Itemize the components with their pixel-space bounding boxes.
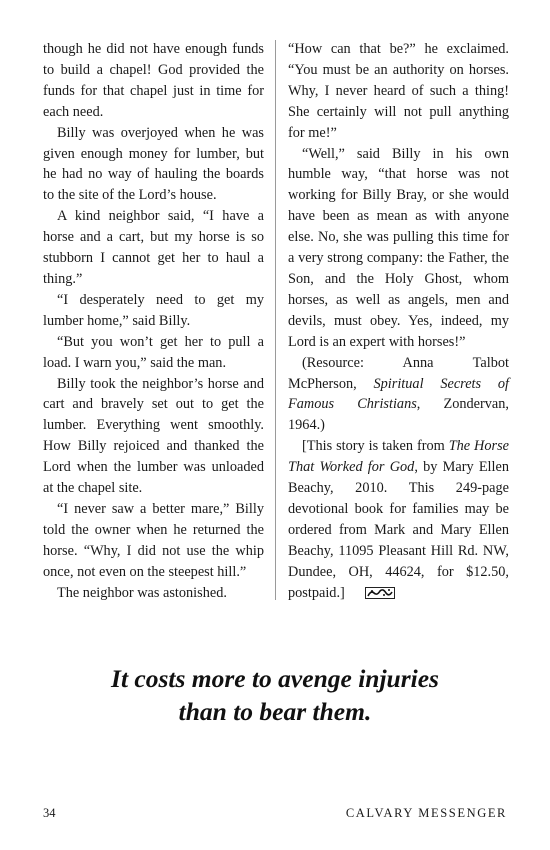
page-number: 34: [43, 806, 56, 820]
running-head: CALVARY MESSENGER: [345, 806, 507, 820]
left-column: [43, 39, 264, 603]
quote-line: than to bear them.: [178, 697, 372, 726]
paragraph: A kind neighbor said, “I have a horse and a cart, but my horse is so stubborn I cannot get her to haul a thing.”: [43, 208, 264, 287]
paragraph: The neighbor was astonished.: [57, 584, 227, 601]
source-note: [288, 436, 509, 603]
right-column: [288, 39, 509, 603]
paragraph: “Well,” said Billy in his own humble way, “that horse was not working for Billy Bray, or she would have been as mean as with anyone else. No, she was pulling this time for a very strong company: the Father, the Son, and the Holy Ghost, whom horses, as well as angels, men and devils, must obey. Yes, indeed, my Lord is an expert with horses!”: [288, 145, 509, 350]
quote-line: It costs more to avenge injuries: [111, 664, 439, 693]
paragraph: “How can that be?” he exclaimed. “You must be an authority on horses. Why, I never heard of such a thing! She certainly will not pull anything for me!”: [288, 41, 509, 141]
paragraph: “I never saw a better mare,” Billy told the owner when he returned the horse. “Why, I did not use the whip once, not even on the steepest hill.”: [43, 500, 264, 580]
source-title: The Horse That Worked for God: [288, 438, 510, 476]
source-prefix: [This story is taken from: [302, 438, 449, 455]
resource-prefix: (Resource: Anna Talbot McPherson,: [288, 354, 509, 392]
paragraph: Billy took the neighbor’s horse and cart and bravely set out to get the lumber. Everything went smoothly. How Billy rejoiced and thanked the Lord when the lumber was unloaded at the chapel site.: [43, 375, 264, 497]
resource-citation: [288, 353, 509, 437]
column-divider: [275, 40, 276, 600]
pull-quote: [60, 662, 490, 728]
paragraph: though he did not have enough funds to build a chapel! God provided the funds for that chapel just in time for each need.: [43, 41, 264, 120]
paragraph: “I desperately need to get my lumber home,” said Billy.: [43, 291, 264, 329]
source-suffix: , by Mary Ellen Beachy, 2010. This 249-page devotional book for families may be ordered from Mark and Mary Ellen Beachy, 11095 Pleasant Hill Rd. NW, Dundee, OH, 44624, for $12.50, postpaid.]: [288, 459, 509, 601]
resource-title: Spiritual Secrets of Famous Christians: [288, 375, 509, 413]
paragraph: “But you won’t get her to pull a load. I warn you,” said the man.: [43, 333, 264, 371]
paragraph: Billy was overjoyed when he was given enough money for lumber, but he had no way of hauling the boards to the site of the Lord’s house.: [43, 124, 264, 204]
resource-suffix: , Zondervan, 1964.): [288, 396, 510, 434]
end-ornament-icon: [351, 585, 381, 597]
